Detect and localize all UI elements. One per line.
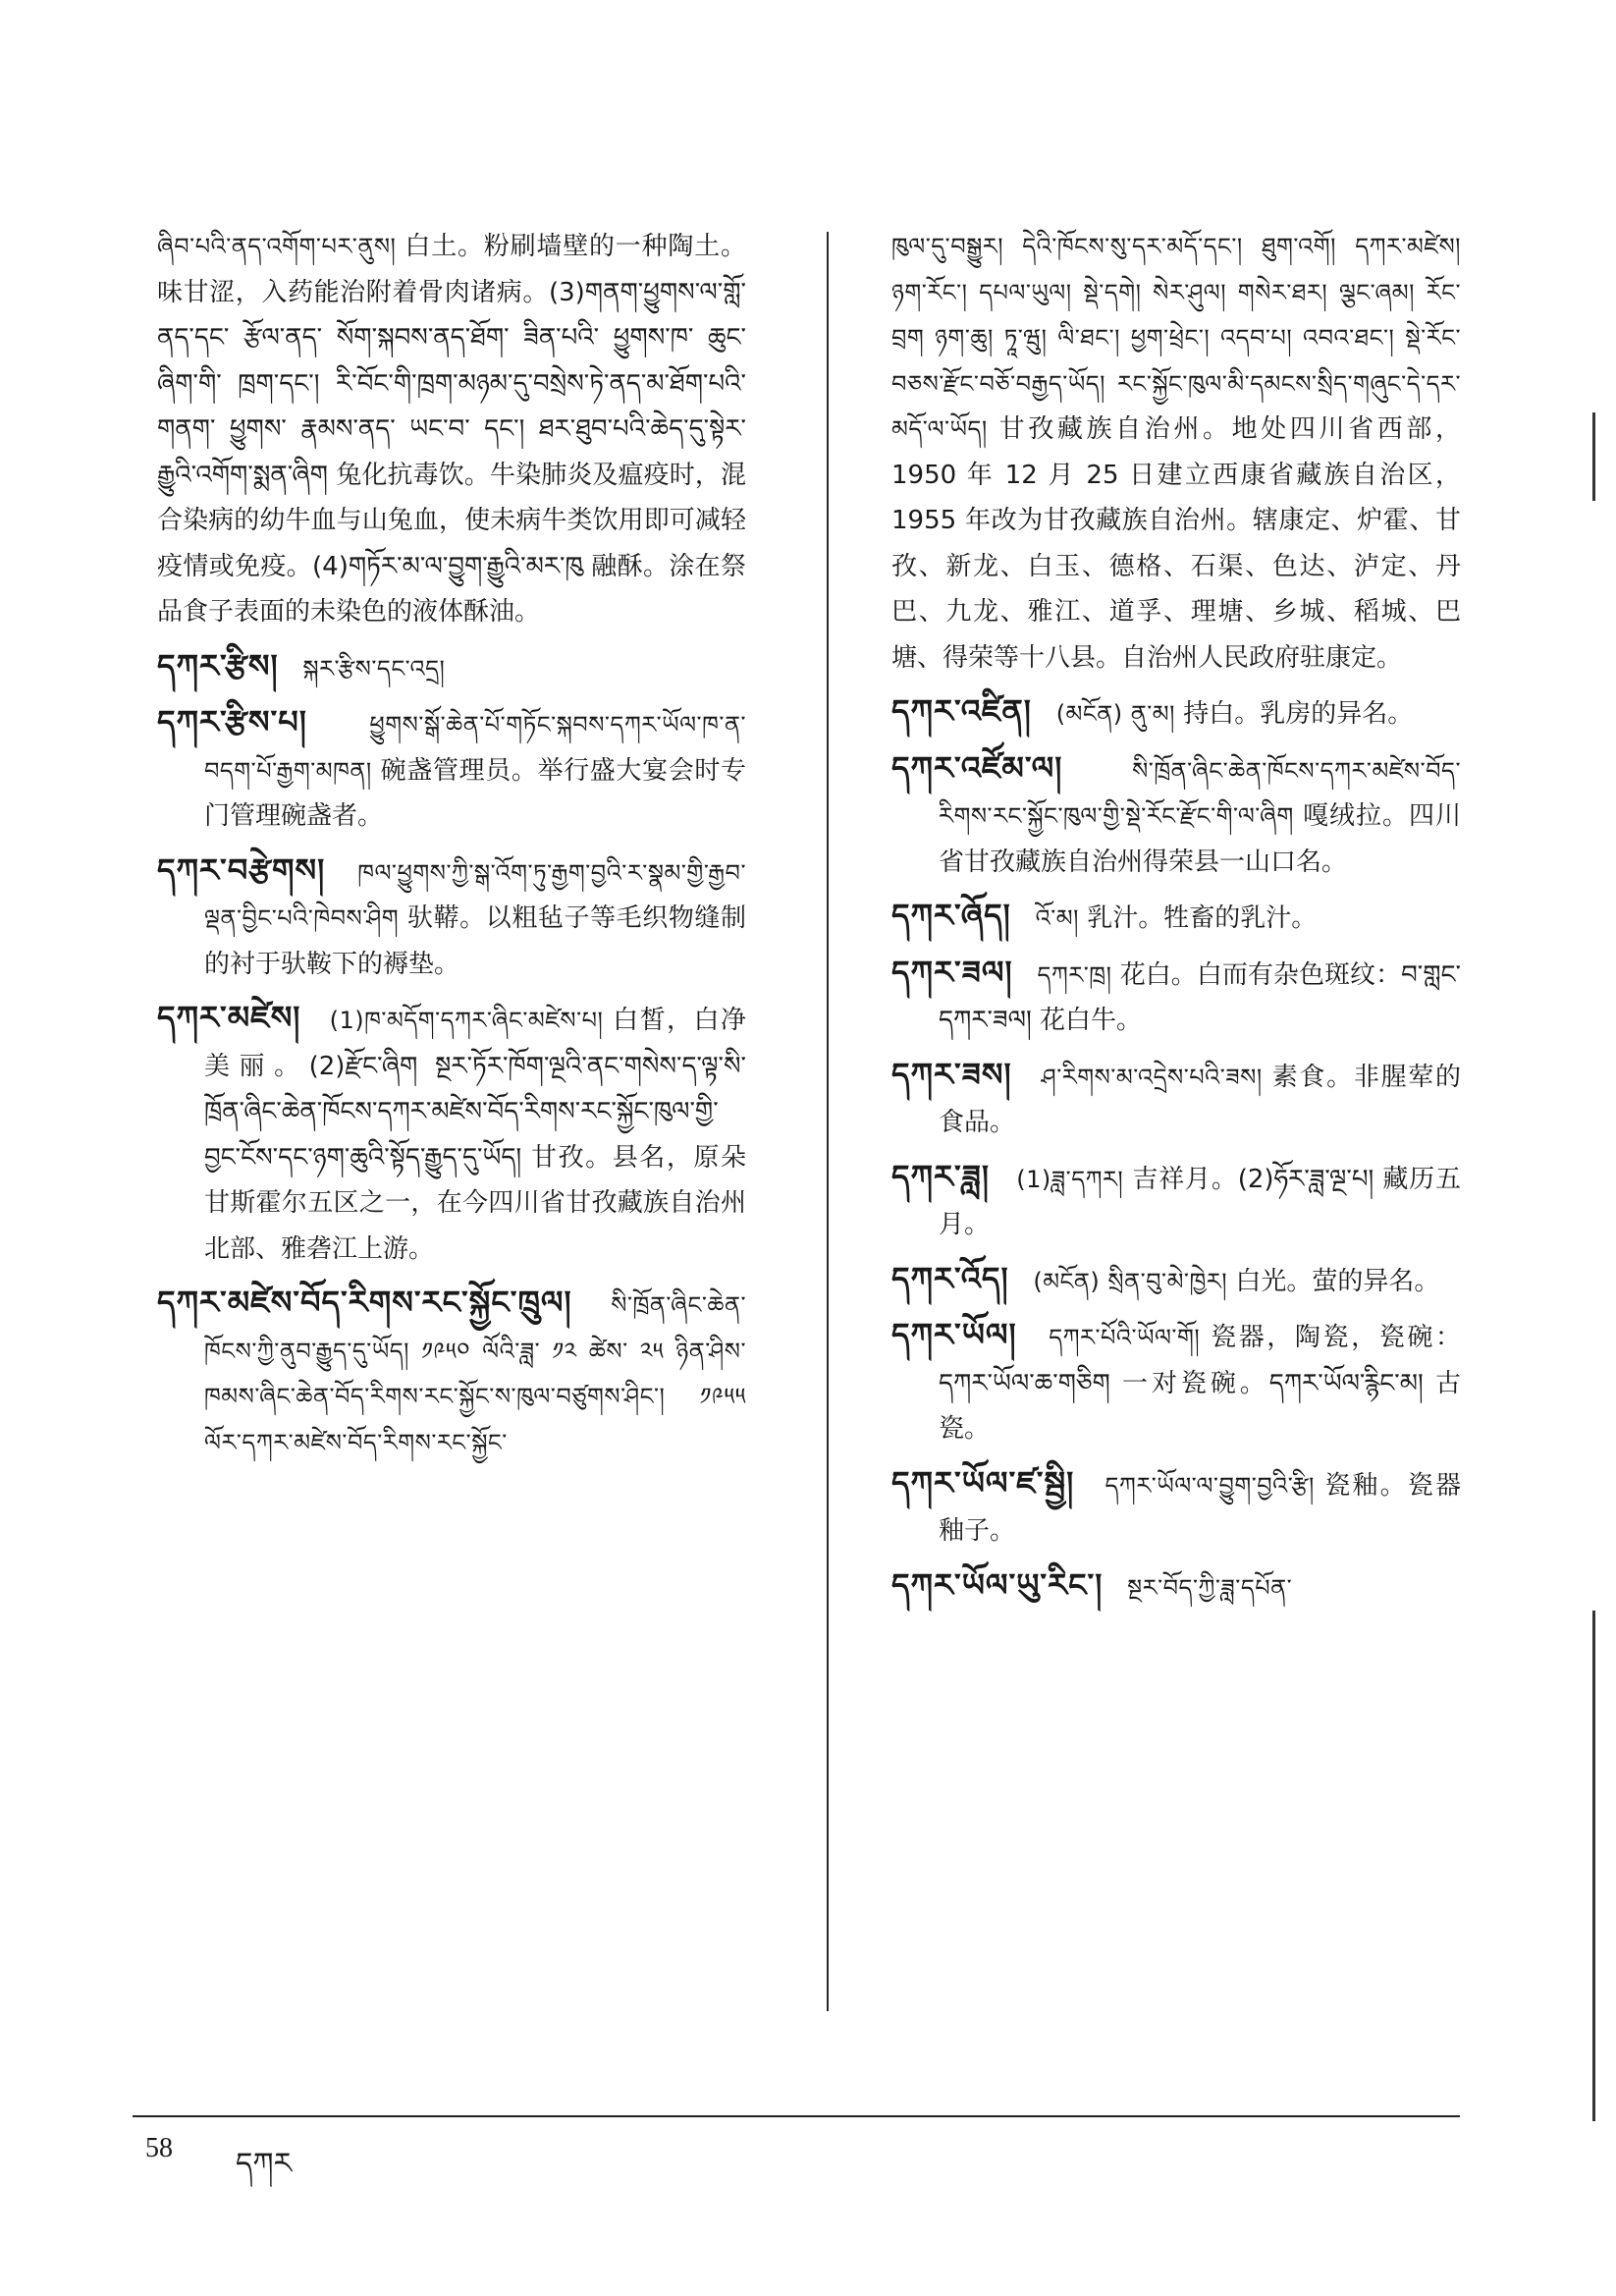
entry-r8: དཀར་ཡོལ། དཀར་པོའི་ཡོལ་གོ། 瓷器，陶瓷，瓷碗：དཀར་ཡོལ་ཆ་གཅིག 一对瓷碗。དཀར་ཡོལ་རྙིང་མ། 古瓷。 — [891, 1316, 1461, 1444]
headword: དཀར་མཛེས། — [157, 999, 301, 1036]
entry-5: དཀར་མཛེས་བོད་རིགས་རང་སྐྱོང་ཁྲུལ། སི་ཁྲོན་ཞིང་ཆེན་ཁོངས་ཀྱི་ནུབ་རྒྱུད་དུ་ཡོད། ༡༩༥༠ ལོའི་ཟླ་ ༡༢ ཚེས་ ༢༥ ཉིན་ཤིས་ཁམས་ཞིང་ཆེན་བོད་རིགས་རང་སྐྱོང་ས་ཁུལ་བཙུགས་ཤིང་། ༡༩༥༥ ལོར་དཀར་མཛེས་བོད་རིགས་རང་སྐྱོང་ — [157, 1284, 746, 1456]
entry-2: དཀར་རྩིས་པ། ཕྱུགས་སྒོ་ཆེན་པོ་གཏོང་སྐབས་དཀར་ཡོལ་ཁ་ན་བདག་པོ་རྒྱག་མཁན། 碗盏管理员。举行盛大宴会时专门管理碗盏者。 — [157, 703, 746, 831]
entry-3: དཀར་བརྩེགས། ཁལ་ཕྱུགས་ཀྱི་སྒ་འོག་ཏུ་རྒྱག་བྱའི་ར་སྣམ་གྱི་རྒྱབ་ལྡན་བྱིང་པའི་ཁེབས་ཤིག 驮鞯。以粗毡子等毛织物缝制的衬于驮鞍下的褥垫。 — [157, 850, 746, 979]
scan-edge-mark — [1592, 1611, 1595, 2121]
headword: དཀར་ཟས། — [891, 1055, 1012, 1093]
entry-r6: དཀར་ཟླ། (1)ཟླ་དཀར། 吉祥月。(2)ཧོར་ཟླ་ལྔ་པ། 藏历五月。 — [891, 1157, 1462, 1239]
entry-r1: དཀར་འཛིན། (མངོན) ནུ་མ། 持白。乳房的异名。 — [891, 692, 1414, 730]
entry-1: དཀར་རྩིས། སྐར་རྩིས་དང་འདྲ། — [157, 646, 446, 684]
footer-rule — [133, 2115, 1460, 2117]
headword: དཀར་ཟླ། — [891, 1157, 990, 1195]
running-head: དཀར — [236, 2147, 293, 2181]
headword: དཀར་འོད། — [891, 1259, 1009, 1297]
entry-r9: དཀར་ཡོལ་ཛ་སྦྱི། དཀར་ཡོལ་ལ་བྱུག་བྱའི་རྩི། 瓷釉。瓷器釉子。 — [891, 1463, 1461, 1546]
entry-r10: དཀར་ཡོལ་ཡུ་རིང་། སྔར་བོད་ཀྱི་ཟླ་དཔོན་ — [891, 1565, 1293, 1604]
headword: དཀར་ཟལ། — [891, 953, 1013, 991]
entry-r7: དཀར་འོད། (མངོན) སྲིན་བུ་མེ་ཁྱེར། 白光。萤的异名。 — [891, 1259, 1440, 1297]
right-column — [891, 224, 1461, 1618]
scan-edge-mark — [1592, 412, 1595, 501]
headword: དཀར་འཛིན། — [891, 692, 1032, 730]
entry-r4: དཀར་ཟལ། དཀར་ཁྲ། 花白。白而有杂色斑纹：བ་གླང་དཀར་ཟལ། 花白牛。 — [891, 953, 1462, 1035]
headword: དཀར་འཛོམ་ལ། — [891, 748, 1063, 787]
entry-r0: ཁུལ་དུ་བསྒྱུར། དེའི་ཁོངས་སུ་དར་མདོ་དང་། ཐུག་འགོ། དཀར་མཛེས། ཉག་རོང་། དཔལ་ཡུལ། སྡེ་དགེ། སེར་ཤུལ། གསེར་ཐར། ལྕང་ཞམ། རོང་བྲག ཉག་ཆུ། ཏཱ་ཝུ། ལི་ཐང་། ཕྱག་ཕྲེང་། འདབ་པ། འབའ་ཐང་། སྡེ་རོང་བཅས་རྫོང་བཅོ་བརྒྱད་ཡོད། རང་སྐྱོང་ཁུལ་མི་དམངས་སྲིད་གཞུང་དེ་དར་མདོ་ལ་ཡོད། 甘孜藏族自治州。地处四川省西部，1950 年 12 月 25 日建立西康省藏族自治区，1955 年改为甘孜藏族自治州。辖康定、炉霍、甘孜、新龙、白玉、德格、石渠、色达、泸定、丹巴、九龙、雅江、道孚、理塘、乡城、稻城、巴塘、得荣等十八县。自治州人民政府驻康定。 — [891, 233, 1461, 673]
entry-r3: དཀར་ཞོད། འོ་མ། 乳汁。牲畜的乳汁。 — [891, 897, 1318, 934]
headword: དཀར་ཡོལ་ཡུ་རིང་། — [891, 1565, 1104, 1604]
page-number: 58 — [145, 2133, 173, 2163]
headword: དཀར་བརྩེགས། — [157, 850, 326, 889]
headword: དཀར་རྩིས་པ། — [157, 703, 307, 740]
entry-r5: དཀར་ཟས། ཤ་རིགས་མ་འདྲེས་པའི་ཟས། 素食。非腥荤的食品。 — [891, 1055, 1461, 1137]
headword: དཀར་མཛེས་བོད་རིགས་རང་སྐྱོང་ཁྲུལ། — [157, 1284, 572, 1321]
headword: དཀར་རྩིས། — [157, 646, 279, 684]
entry-4: དཀར་མཛེས། (1)ཁ་མདོག་དཀར་ཞིང་མཛེས་པ། 白皙，白净美丽。(2)རྫོང་ཞིག སྔར་ཏོར་ཁོག་ལྔའི་ནང་གསེས་ད་ལྟ་སི་ཁྲོན་ཞིང་ཆེན་ཁོངས་དཀར་མཛེས་བོད་རིགས་རང་སྐྱོང་ཁུལ་གྱི་བྱང་ངོས་དང་ཉག་ཆུའི་སྟོད་རྒྱུད་དུ་ཡོད། 甘孜。县名，原朵甘斯霍尔五区之一，在今四川省甘孜藏族自治州北部、雅砻江上游。 — [157, 999, 746, 1264]
headword: དཀར་ཞོད། — [891, 897, 1011, 934]
headword: དཀར་ཡོལ། — [891, 1316, 1017, 1353]
entry-0: ཞིབ་པའི་ནད་འགོག་པར་ནུས། 白土。粉刷墙壁的一种陶土。味甘涩，入药能治附着骨肉诸病。(3)གནག་ཕྱུགས་ལ་གློ་ནད་དང་ རྩོལ་ནད་ སོག་སྐབས་ནད་ཐོག་ ཟིན་པའི་ ཕྱུགས་ཁ་ ཆུང་ ཞིག་གི་ ཁྲག་དང་། རི་བོང་གི་ཁྲག་མཉམ་དུ་བསྲེས་ཏེ་ནད་མ་ཐོག་པའི་ གནག་ ཕྱུགས་ རྣམས་ནད་ ཡང་བ་ དང་། ཐར་ཐུབ་པའི་ཆེད་དུ་སྟེར་རྒྱུའི་འགོག་སྨན་ཞིག 兔化抗毒饮。牛染肺炎及瘟疫时，混合染病的幼牛血与山兔血，使未病牛类饮用即可减轻疫情或免疫。(4)གཏོར་མ་ལ་བྱུག་རྒྱུའི་མར་ཁུ 融酥。涂在祭品食子表面的未染色的液体酥油。 — [157, 232, 746, 627]
headword: དཀར་ཡོལ་ཛ་སྦྱི། — [891, 1463, 1075, 1502]
left-column — [157, 224, 746, 1473]
column-divider — [827, 232, 829, 2011]
entry-r2: དཀར་འཛོམ་ལ། སི་ཁྲོན་ཞིང་ཆེན་ཁོངས་དཀར་མཛེས་བོད་རིགས་རང་སྐྱོང་ཁུལ་གྱི་སྡེ་རོང་རྫོང་གི་ལ་ཞིག 嘎绒拉。四川省甘孜藏族自治州得荣县一山口名。 — [891, 748, 1461, 877]
